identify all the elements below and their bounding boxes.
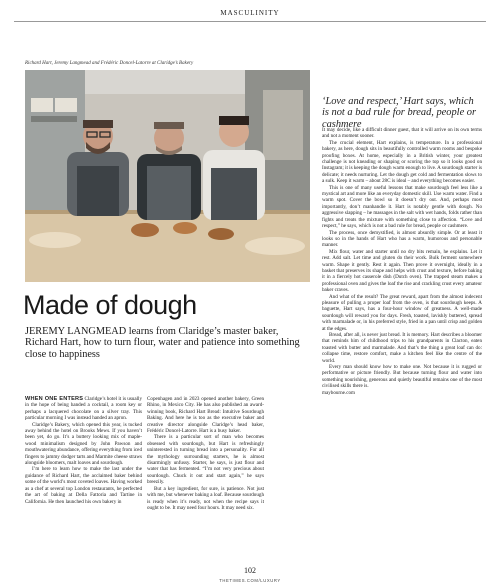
body-paragraph: But a key ingredient, for sure, is patience. Not just with me, but whenever baking a loaf. Because sourdough is ready when it’s ready, not when the recipe says it ought to be. It may need four hours. It may need six. (147, 485, 264, 511)
body-paragraph: Bread, after all, is never just bread. It is memory. Hart describes a bloomer that reminds him of childhood trips to his grandparents in Clacton, eaten toasted with butter and marmalade. And that’s the thing a great loaf can do: collapse time, restore comfort, make a kitchen feel like the centre of the world. (322, 332, 482, 364)
lead-in: WHEN ONE ENTERS (25, 396, 84, 402)
pull-quote: ‘Love and respect,’ Hart says, which is not a bad rule for bread, people or cashmere (322, 96, 477, 130)
body-paragraph: This is one of many useful lessons that make sourdough feel less like a mystical art and more like an everyday domestic skill. Use warm water. Find a warm spot. Cover the bowl so it doesn’t dry out. And, perhaps most importantly, don’t manhandle it. Hart is notably gentle with dough. No aggressive slapping – he massages in the salt with wet hands, folds rather than fights and treats the mixture with something close to affection. “Love and respect,” he says, which is not a bad rule for bread, people or cashmere. (322, 184, 482, 230)
body-paragraph: WHEN ONE ENTERS Claridge’s hotel it is usually in the hope of being handed a cocktail, a room key or perhaps a lacquered chocolate on a silver tray. This particular morning I was instead handed an apron. (25, 396, 142, 422)
body-paragraph: Claridge’s Bakery, which opened this year, is tucked away behind the hotel on Brooks Mews. If you haven’t been yet, do go. It’s a buttery looking mix of maple-wood minimalism designed by John Pawson and mouthwatering abundance, offering everything from iced fingers to jammy dodger tarts and Marmite cheese straws alongside bloomers, malt loaves and sourdough. (25, 421, 142, 467)
body-paragraph: Copenhagen and in 2023 opened another bakery, Green Rhino, in Mexico City. He has also published an award-winning book, Richard Hart Bread: Intuitive Sourdough Baking. And here he is too as the executive baker and creative director alongside Claridge’s head baker, Frédéric Doncel-Latorre. Hart is a busy baker. (147, 396, 264, 435)
standfirst: JEREMY LANGMEAD learns from Claridge’s master baker, Richard Hart, how to turn flour, water and patience into something close to happiness (25, 326, 300, 360)
body-paragraph: And what of the result? The great reward, apart from the almost indecent pleasure of pulling a proper loaf from the oven, is that sourdough keeps. A baguette, Hart says, has a four-hour window of greatness. A well-made sourdough will reward you for days. Fresh, toasted, lavishly buttered, spread with marmalade or, in his preferred style, fried in a pan until crisp and golden at the edges. (322, 293, 482, 332)
article-column-3 (322, 127, 482, 396)
body-paragraph: There is a particular sort of man who becomes obsessed with sourdough, but Hart is refreshingly uninterested in turning bread into a personality. For all the mythology surrounding starters, he is almost disarmingly unfussy. Starter, he says, is just flour and water that has fermented. “I’m not very precious about sourdough. Chuck it out and start again,” he says breezily. (147, 434, 264, 486)
section-label: MASCULINITY (220, 9, 280, 17)
body-paragraph: It may decide, like a difficult dinner guest, that it will arrive on its own terms and not a moment sooner. (322, 127, 482, 140)
body-paragraph: The crucial element, Hart explains, is temperature. In a professional bakery, as here, dough sits in beautifully controlled warm rooms and bespoke proofing boxes. At home, especially in a British winter, your greatest challenge is not kneading or shaping or scoring the top so it looks good on Instagram; it is keeping the dough warm enough to live. A sourdough starter is delicate; it needs nurturing. Let the dough get cold and fermentation slows to a sulk. Keep it warm – about 28C is ideal – and everything becomes easier. (322, 139, 482, 185)
body-paragraph: Mix flour, water and starter until no dry bits remain, he explains. Let it rest. Add salt. Let time and gluten do their work. Bulk ferment somewhere warm. Shape it gently. Rest it again. Then prove it overnight, ideally in a basket that preserves its shape and helps with crust and texture, before baking it in a fiercely hot casserole dish (Dutch oven). The trapped steam makes a professional oven and gives the loaf the rise and crackling crust every amateur baker craves. (322, 248, 482, 294)
article-column-2 (147, 396, 264, 511)
article-headline: Made of dough (23, 290, 197, 320)
body-paragraph: Every man should know how to make one. Not because it is rugged or performative or picture friendly. But because turning flour and water into something nourishing, generous and quietly beautiful remains one of the most civilised skills there is. (322, 364, 482, 390)
bakers-photo (25, 70, 310, 282)
body-paragraph: The process, once demystified, is almost absurdly simple. Or at least it looks so in the hands of Hart who has a warm, humorous and personable manner. (322, 229, 482, 249)
photo-caption: Richard Hart, Jeremy Langmead and Frédéric Doncel-Latorre at Claridge’s Bakery (25, 61, 194, 66)
footer-url[interactable]: THETIMES.COM/LUXURY (219, 578, 281, 583)
website-credit[interactable]: maybourne.com (322, 389, 355, 396)
body-paragraph: I’m here to learn how to make the last under the guidance of Richard Hart, the acclaimed baker behind some of the world’s most coveted loaves. Having worked as a chef at several top London restaurants, he perfected the art of baking at Della Fattoria and Tartine in California. He then launched his own bakery in (25, 466, 142, 505)
page-number: 102 (244, 566, 256, 575)
header-rule (14, 21, 486, 22)
article-column-1 (25, 396, 142, 505)
